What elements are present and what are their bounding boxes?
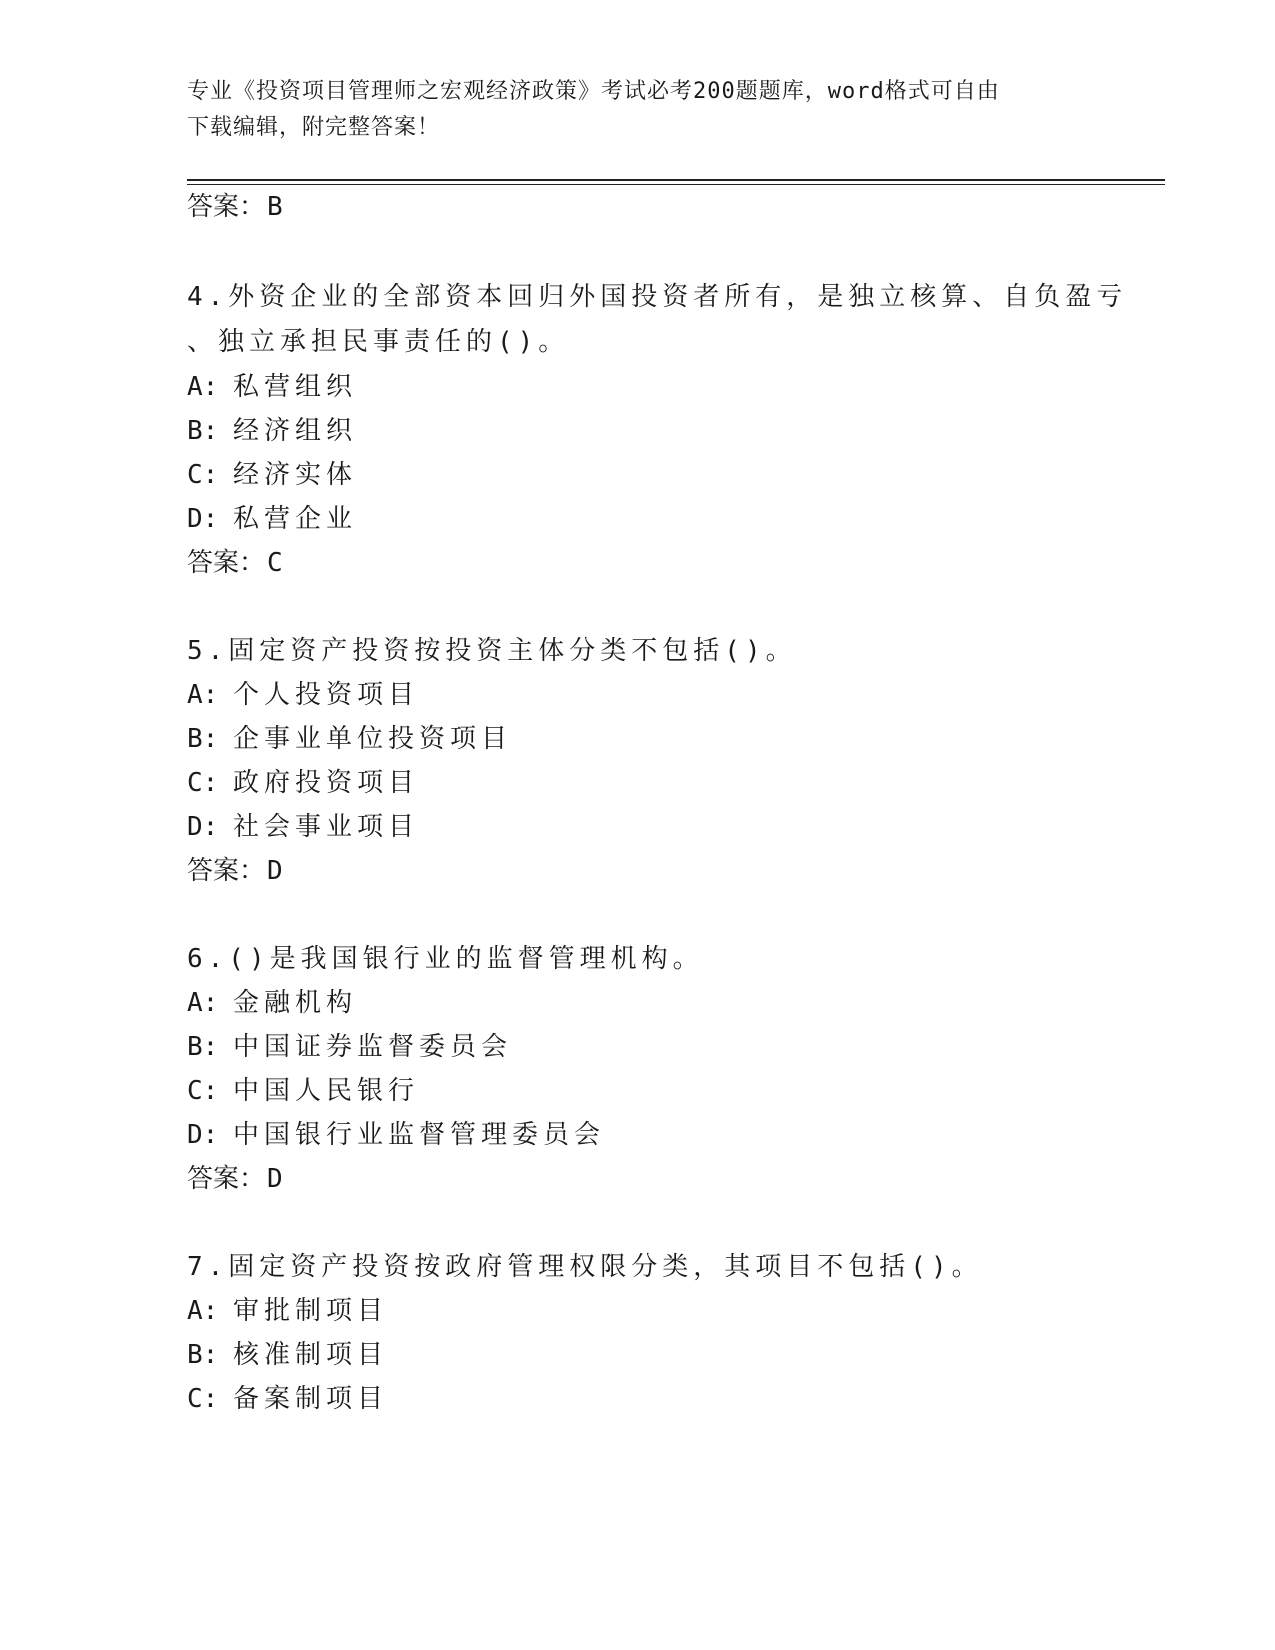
- answer-label: 答案：: [187, 192, 266, 222]
- answer-value: D: [267, 1164, 283, 1194]
- answer-line: [187, 854, 283, 888]
- option-c: C: 中国人民银行: [187, 1076, 420, 1106]
- answer-line: [187, 546, 283, 580]
- option-d: D: 社会事业项目: [187, 812, 420, 842]
- question-stem: 4.外资企业的全部资本回归外国投资者所有，是独立核算、自负盈亏: [187, 282, 1128, 312]
- header-divider-thin: [187, 184, 1165, 185]
- header-line-1: 专业《投资项目管理师之宏观经济政策》考试必考200题题库，word格式可自由: [187, 79, 1000, 104]
- answer-value: B: [267, 192, 283, 222]
- header-divider-thick: [187, 179, 1165, 181]
- option-d: D: 中国银行业监督管理委员会: [187, 1120, 606, 1150]
- question-stem: 5.固定资产投资按投资主体分类不包括()。: [187, 636, 797, 666]
- answer-label: 答案：: [187, 1164, 266, 1194]
- answer-label: 答案：: [187, 856, 266, 886]
- header-line-2: 下载编辑，附完整答案！: [187, 115, 441, 140]
- option-b: B: 中国证券监督委员会: [187, 1032, 513, 1062]
- question-stem: 7.固定资产投资按政府管理权限分类，其项目不包括()。: [187, 1252, 983, 1282]
- option-a: A: 审批制项目: [187, 1296, 389, 1326]
- answer-label: 答案：: [187, 548, 266, 578]
- option-c: C: 备案制项目: [187, 1384, 389, 1414]
- answer-value: C: [267, 548, 283, 578]
- answer-value: D: [267, 856, 283, 886]
- answer-line: [187, 190, 283, 224]
- option-a: A: 个人投资项目: [187, 680, 420, 710]
- option-a: A: 金融机构: [187, 988, 358, 1018]
- answer-line: [187, 1162, 283, 1196]
- option-b: B: 企事业单位投资项目: [187, 724, 513, 754]
- document-header: [187, 74, 1087, 146]
- option-c: C: 政府投资项目: [187, 768, 420, 798]
- question-stem: 6.()是我国银行业的监督管理机构。: [187, 944, 704, 974]
- option-d: D: 私营企业: [187, 504, 358, 534]
- option-b: B: 核准制项目: [187, 1340, 389, 1370]
- question-stem-continued: 、独立承担民事责任的()。: [187, 327, 570, 357]
- option-a: A: 私营组织: [187, 372, 358, 402]
- option-b: B: 经济组织: [187, 416, 358, 446]
- option-c: C: 经济实体: [187, 460, 358, 490]
